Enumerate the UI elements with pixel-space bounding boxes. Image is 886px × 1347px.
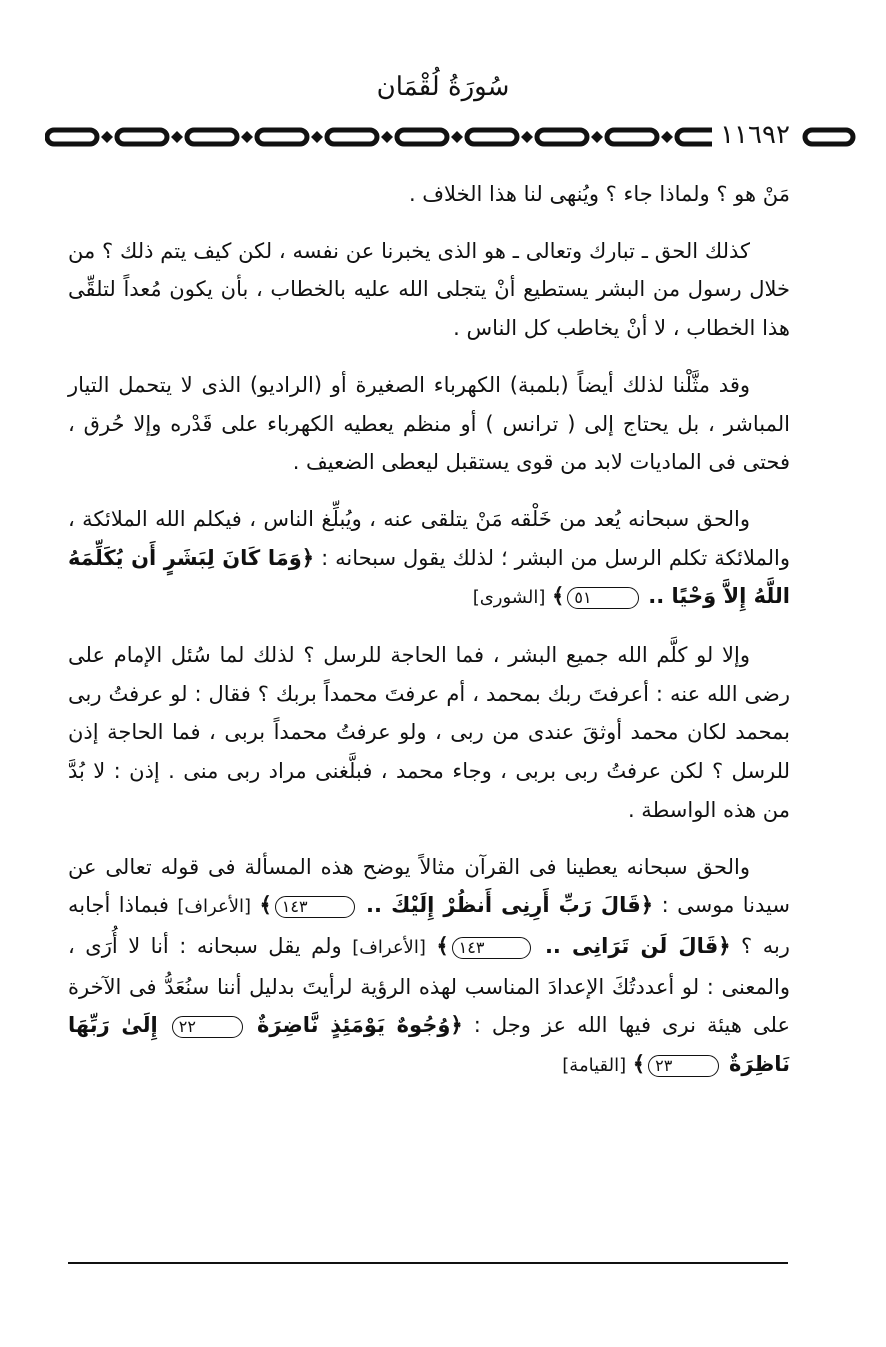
ayah-number: ١٤٣ xyxy=(275,896,355,918)
ayah-number: ٥١ xyxy=(567,587,638,609)
quran-verse: إِلَىٰ رَبِّهَا نَاظِرَةٌ xyxy=(68,1013,790,1077)
paragraph-text: والحق سبحانه يُعد من خَلْقه مَنْ يتلقى عنه ، ويُبلِّغ الناس ، فيكلم الله الملائكة ، والملائكة تكلم الرسل من البشر ؛ لذلك يقول سبحانه : xyxy=(68,506,790,570)
paragraph-text: فبماذا أجابه ربه ؟ xyxy=(68,893,790,958)
surah-reference: [الأعراف] xyxy=(177,896,252,918)
verse-open-bracket: ﴿ xyxy=(640,893,654,918)
surah-title: سُورَةُ لُقْمَان xyxy=(376,72,510,102)
paragraph: وإلا لو كلَّم الله جميع البشر ، فما الحاجة للرسل ؟ لذلك لما سُئل الإمام على رضى الله عنه : أعرفتَ ربك بمحمد ، أم عرفتَ محمداً بربك ؟ فقال : لو عرفتُ ربى بمحمد لكان محمد أوثقَ عندى من ربى ، ولو عرفتُ محمداً بربى ، فما الحاجة إذن للرسل ؟ لكن عرفتُ ربى بربى ، وجاء محمد ، فبلَّغنى مراد ربى منى . إذن : لا بُدَّ من هذه الواسطة . xyxy=(68,643,790,822)
quran-verse: قَالَ رَبِّ أَرِنِى أَنظُرْ إِلَيْكَ .. xyxy=(366,893,641,918)
body-text xyxy=(68,175,790,1104)
quran-verse: وُجُوهٌ يَوْمَئِذٍ نَّاضِرَةٌ xyxy=(257,1013,451,1038)
paragraph: مَنْ هو ؟ ولماذا جاء ؟ ويُنهى لنا هذا الخلاف . xyxy=(408,182,790,206)
verse-open-bracket: ﴿ xyxy=(450,1013,463,1038)
verse-close-bracket: ﴾ xyxy=(259,893,272,918)
paragraph-text: والحق سبحانه يعطينا فى القرآن مثالاً يوضح هذه المسألة فى قوله تعالى عن سيدنا موسى : xyxy=(68,854,790,918)
verse-close-bracket: ﴾ xyxy=(632,1052,646,1077)
surah-reference: [القيامة] xyxy=(562,1055,627,1077)
verse-close-bracket: ﴾ xyxy=(552,584,565,609)
verse-close-bracket: ﴾ xyxy=(436,933,449,958)
footer-rule xyxy=(68,1262,788,1264)
surah-reference: [الأعراف] xyxy=(352,936,426,958)
ayah-number: ١٤٣ xyxy=(452,937,532,959)
verse-open-bracket: ﴿ xyxy=(301,545,315,570)
paragraph: كذلك الحق ـ تبارك وتعالى ـ هو الذى يخبرنا عن نفسه ، لكن كيف يتم ذلك ؟ من خلال رسول من البشر يستطيع أنْ يتجلى الله عليه بالخطاب ، بأن يكون مُعداً لتلقِّى هذا الخطاب ، لا أنْ يخاطب كل الناس . xyxy=(68,238,790,341)
quran-verse: وَمَا كَانَ لِبَشَرٍ أَن يُكَلِّمَهُ اللَّهُ إِلاَّ وَحْيًا .. xyxy=(68,545,790,609)
verse-open-bracket: ﴿ xyxy=(718,933,731,958)
paragraph: وقد مثَّلْنا لذلك أيضاً (بلمبة) الكهرباء الصغيرة أو (الراديو) الذى لا يتحمل التيار المباشر ، بل يحتاج إلى ( ترانس ) أو منظم يعطيه الكهرباء على قَدْره وإلا حُرق ، فحتى فى الماديات لابد من قوى يستقبل ليعطى الضعيف . xyxy=(68,372,790,475)
ayah-number: ٢٢ xyxy=(172,1016,243,1038)
paragraph-text: ولم يقل سبحانه : أنا لا أُرَى ، والمعنى : لو أعددتُكَ الإعدادَ المناسب لهذه الرؤية لرأيتَ بدليل أننا سنُعَدُّ فى الآخرة على هيئة نرى فيها الله عز وجل : xyxy=(68,933,790,1038)
page-number: ١١٦٩٢ xyxy=(712,118,798,152)
quran-verse: قَالَ لَن تَرَانِى .. xyxy=(544,933,719,958)
ayah-number: ٢٣ xyxy=(648,1055,719,1077)
paragraph xyxy=(68,500,790,618)
paragraph xyxy=(68,848,790,1086)
surah-reference: [الشورى] xyxy=(472,587,546,609)
